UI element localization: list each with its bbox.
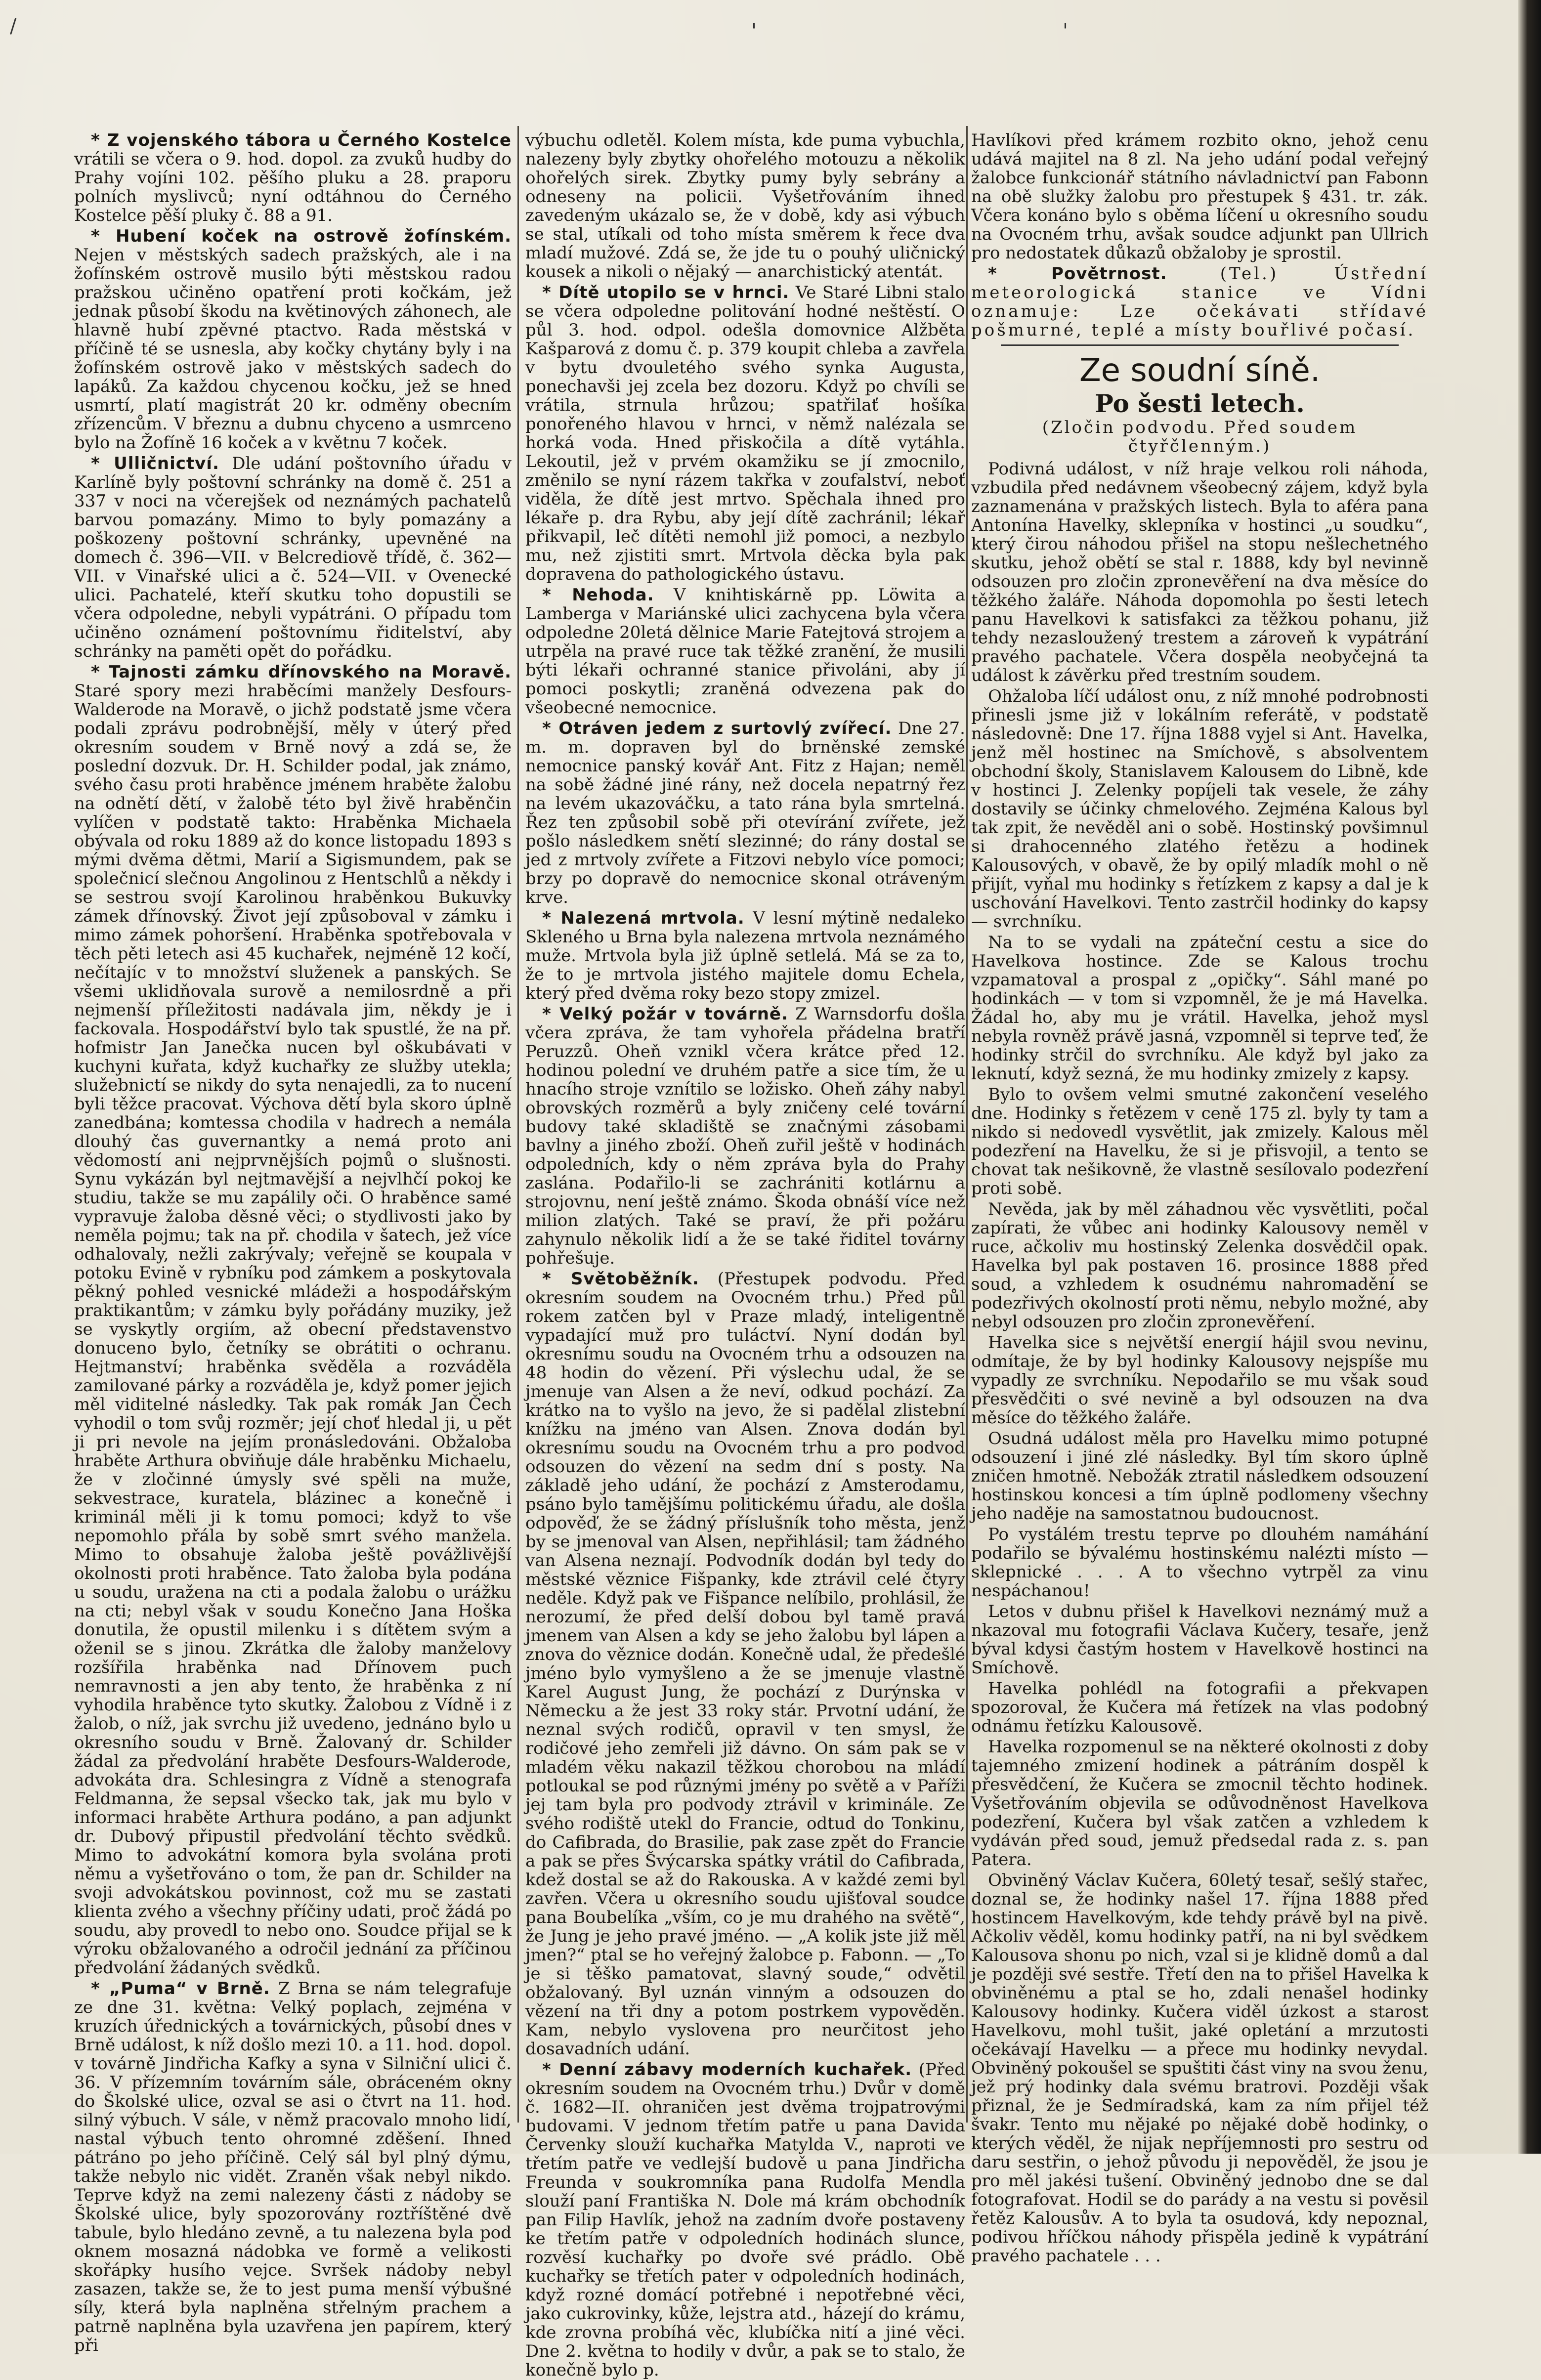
article-heading: * Otráven jedem z surtovlý zvířecí. — [542, 719, 892, 738]
column-3 — [971, 130, 1428, 2266]
court-paragraph: Havelka rozpomenul se na některé okolnosti z doby tajemného zmizení hodinek a pátráním dospěl k přesvědčení, že Kučera se zmocnil těchto hodinek. Vyšetřováním objevila se odůvodněnost Havelkova podezření, Kučera byl však zatčen a vzhledem k vydáván před soud, jemuž předsedal rada z. s. pan Paterа. — [971, 1737, 1428, 1870]
article-text: Staré spory mezi hraběcími manžely Desfours-Walderode na Moravě, o jichž podstatě jsme včera podali zprávu podrobnější, měly v úterý před okresním soudem v Brně nový a zdá se, že poslední dozvuk. Dr. H. Schilder podal, jak známo, svého času proti hraběnce jménem hraběte žalobu na odnětí dětí, v žalobě této byl živě hraběnčin vylíčen v podstatě takto: Hraběnka Michaela obývala od roku 1889 až do konce listopadu 1893 s mými dvěma dětmi, Marií a Sigismundem, pak se společnicí slečnou Angolinou z Hentschlů a někdy i se sestrou svojí Karolinou hraběnkou Bukuvky zámek dřínovský. Život její způsoboval v zámku i mimo zámek pohoršení. Hraběnka spotřebovala v těch pěti letech asi 45 kuchařek, nejméně 12 kočí, nečítajíc v to množství služenek a panských. Se všemi uklidňovala surově a nemilosrdně a při nejmenší příležitosti nadávala jim, někdy je i fackovala. Hospodářství bylo tak spustlé, že na př. hofmistr Jan Janečka nucen byl oškubávati v kuchyni kuřata, když kuchařky ze služby utekla; služebnictí se nikdy do syta nenajedli, za to nucení byli těžce pracovat. Výchova dětí byla skoro úplně zanedbána; komtessa chodila v hadrech a nemála dlouhý čas guvernantky a nemá proto ani vědomostí ani nejprvnějších pojmů o slušnosti. Synu vykázán byl nejtmavější a nejvlhčí pokoj ke studiu, takže se mu zapálily oči. O hraběnce samé vypravuje žaloba děsné věci; o stydlivosti jako by neměla pojmu; tak na př. chodila v šatech, jež více odhalovaly, nežli zakrývaly; veřejně se koupala v potoku Evině v rybníku pod zámkem a poskytovala pěkný pohled vesnické mládeži a hospodářským praktikantům; v zámku byly pořádány muziky, jež se vyskytly orgiím, až obecní představenstvo donuceno bylo, četníky se obrátiti o ochranu. Hejtmanství; hraběnka svěděla a rozváděla zamilované párky a rozváděla je, když pomer jejich měl viditelné následky. Tak pak romák Jan Čech vyhodil o tom svůj rozměr; její choť hledal ji, u pět ji pri nevole na jejím pronásledováni. Obžaloba hraběte Arthura obviňuje dále hraběnku Michaelu, že v zločinné úmysly své spěli na muže, sekvestrace, kuratela, blázinec a konečně i kriminál měli ji k tomu pomoci; když to vše nepomohlo přála by sobě smrt svého manžela. Mimo to obsahuje žaloba ještě povážlivější okolnosti proti hraběnce. Tato žaloba byla podána u soudu, uražena na cti a podala žalobu o urážku na cti; nebyl však v soudu Konečno Jana Hoška donutila, že opustil milenku i s dítětem svým a oženil se s jinou. Zkrátka dle žaloby manželovy rozšířila hraběnka nad Dřínovem puch nemravnosti a jen aby tento, že hraběnka z ní vyhodila hraběnce tyto skutky. Žalobou z Vídně i z žalob, o níž, jak svrchu již uvedeno, jednáno bylo u okresního soudu v Brně. Žalovaný dr. Schilder žádal za předvolání hraběte Desfours-Walderode, advokáta dra. Schlesingra z Vídně a stenografa Feldmanna, že sepsal všecko tak, jak mu bylo v informaci hraběte Arthura podáno, a pan adjunkt dr. Dubový připustil předvolání těchto svědků. Mimo to advokátní komora byla svolána proti němu a vyšetřováno o tom, že pan dr. Schilder na svoji advokátskou povinnost, což mu se zastati klienta zvého a všechny příčiny udati, proč žádá po soudu, aby provedl to nebo ono. Soudce přijal se k výroku obžalovaného a odročil jednání za příčinou předvolání žádaných svědků. — [74, 681, 512, 1978]
article-text: Z Brna se nám telegrafuje ze dne 31. května: Velký poplach, zejména v kruzích úřednických a továrnických, působí dnes v Brně událost, k níž došlo mezi 10. a 11. hod. dopol. v továrně Jindřicha Kafky a syna v Silniční ulici č. 36. V přízemním továrním sále, obráceném okny do Školské ulice, ozval se asi o čtvrt na 11. hod. silný výbuch. V sále, v němž pracovalo mnoho lidí, nastal výbuch tento ohromné zděšení. Ihned pátráno po jeho příčině. Celý sál byl plný dýmu, takže nebylo nic vidět. Zraněn však nebyl nikdo. Teprve když na zemi nalezeny části z nádoby se Školské ulice, byly spozorovány roztříštěné dvě tabule, bylo hledáno zevně, a tu nalezena byla pod oknem mosazná nádobka ve formě a velikosti skořápky husího vejce. Svršek nádoby nebyl zasazen, takže se, že to jest puma menší výbušné síly, která byla naplněna střelným prachem a patrně naplněna byla uzavřena jen papírem, který při — [74, 1979, 512, 2355]
article-globetrotter — [525, 1270, 965, 2058]
column-2 — [525, 130, 966, 2380]
article-heading: * Dítě utopilo se v hrnci. — [542, 283, 790, 302]
column-1 — [74, 130, 512, 2355]
article-drowned-child — [525, 283, 965, 584]
article-accident — [525, 586, 965, 717]
court-paragraph: Letos v dubnu přišel k Havelkovi neznámý muž a nkazoval mu fotografii Václava Kučery, tesaře, jenž býval kdysi častým hostem v Havelkově hostinci na Smíchově. — [971, 1602, 1428, 1678]
article-text: Z Warnsdorfu došla včera zpráva, že tam vyhořela přádelna bratří Peruzzů. Oheň vznikl včera krátce před 12. hodinou polední ve druhém patře a sice tím, že u hnacího stroje vznítilo se ložisko. Oheň záhy nabyl obrovských rozměrů a byly zničeny celé tovární budovy také skladiště se značnými zásobami bavlny a jiného zboží. Oheň zuřil ještě v hodinách odpoledních, kdy o něm zpráva byla do Prahy zaslána. Podařilo-li se zachrániti kotlárnu a strojovnu, není ještě známo. Škoda obnáší více než milion zlatých. Také se praví, že při požáru zahynulo několik lidí a že se také řiditel továrny pohřešuje. — [525, 1004, 965, 1268]
article-text: Dle udání poštovního úřadu v Karlíně byly poštovní schránky na domě č. 251 a 337 v noci na včerejšek od neznámých pachatelů barvou pomazány. Mimo to byly pomazány a poškozeny poštovní schránky, upevněné na domech č. 396—VII. v Belcrediově třídě, č. 362—VII. v Vinařské ulici a č. 524—VII. v Ovenecké ulici. Pachatelé, kteří skutku toho dopustili se včera odpoledne, nebyli vypátráni. O případu tom učiněno oznámení poštovnímu řiditelství, aby schránky na paměti opět do pořádku. — [74, 454, 512, 661]
article-factory-fire — [525, 1005, 965, 1268]
article-heading: * Hubení koček na ostrově žofínském. — [91, 226, 512, 246]
section-divider — [1001, 344, 1399, 346]
article-vandalism — [74, 454, 512, 661]
court-paragraph: Podivná událost, v níž hraje velkou roli náhoda, vzbudila před nedávnem všeobecný zájem, když byla zaznamenána v pražských listech. Byla to aféra pana Antonína Havelky, sklepníka v hostinci „u soudku“, který čirou náhodou přišel na stopu nešlechetného skutku, jehož obětí se stal r. 1888, kdy byl nevinně odsouzen pro zločin zpronevěření na dva měsíce do těžkého žaláře. Náhoda dopomohla po šesti letech panu Havelkovi k satisfakci za těžkou pohanu, již tehdy nezasloužený trestem a zároveň k vypátrání pravého pachatele. Včera dospěla neobyčejná ta událost k závěrku před trestním soudem. — [971, 459, 1428, 685]
article-heading: * Povětrnost. — [988, 264, 1167, 284]
article-continued: výbuchu odletěl. Kolem místa, kde puma vybuchla, nalezeny byly zbytky ohořelého motouzu a několik ohořelých sirek. Zbytky pumy byly sebrány a odneseny na policii. Vyšetřováním ihned zavedeným ukázalo se, že v době, kdy asi výbuch se stal, utíkali od toho místa směrem k řece dva mladí mužové. Zdá se, že jde tu o pouhý uličnický kousek a nikoli o nějaký — anarchistický atentát. — [525, 130, 965, 282]
court-paragraph: Na to se vydali na zpáteční cestu a sice do Havelkova hostince. Zde se Kalous trochu vzpamatoval a prospal z „opičky“. Sáhl mané po hodinkách — v tom si vzpomněl, že je má Havelka. Žádal ho, aby mu je vrátil. Havelka, jehož mysl nebyla rovněž právě jasná, vzpomněl si teprve teď, že hodinky strčil do svrchníku. Ale když byl jako za leknutí, když sezná, že mu hodinky zmizely z kapsy. — [971, 933, 1428, 1084]
article-heading: * Nehoda. — [542, 585, 654, 605]
scan-mark-center: ' — [751, 20, 757, 42]
article-text: V lesní mýtině nedaleko Skleného u Brna byla nalezena mrtvola neznámého muže. Mrtvola byla již úplně setlelá. Má se za to, že to je mrtvola jistého majitele domu Echela, který před dvěma roky bezo stopy zmizel. — [525, 908, 966, 1003]
article-heading: * Ulličnictví. — [91, 454, 219, 473]
article-heading: * Denní zábavy moderních kuchařek. — [542, 2060, 912, 2080]
court-paragraph: Havelka sice s největší energií hájil svou nevinu, odmítaje, že by byl hodinky Kalousovy nejspíše mu vypadly ze svrchníku. Nepodařilo se mu však soud přesvědčiti o své nevině a byl odsouzen na dva měsíce do těžkého žaláře. — [971, 1333, 1428, 1428]
article-text: Dne 27. m. m. dopraven byl do brněnské zemské nemocnice panský kovář Ant. Fitz z Hajan; neměl na sobě žádné jiné rány, než docela nepatrný řez na levém ukazováčku, a tato rána byla smrtelná. Řez ten způsobil sobě při otevírání zvířete, jež pošlo následkem snětí slezinné; do rány dostal se jed z mrtvoly zvířete a Fitzovi nebylo více pomoci; brzy po dopravě do nemocnice skonal otráveným krve. — [525, 719, 965, 907]
court-paragraph: Nevěda, jak by měl záhadnou věc vysvětliti, počal zapírati, že vůbec ani hodinky Kalousovy neměl v ruce, ačkoliv mu hostinský Zelenka dosvědčil opak. Havelka byl pak postaven 16. prosince 1888 před soud, a vzhledem k osudnému nahromadění se podezřivých okolností proti němu, nebylo možné, aby nebyl odsouzen pro zločin zpronevěření. — [971, 1199, 1428, 1332]
article-heading: * Nalezená mrtvola. — [542, 908, 745, 928]
court-paragraph: Havelka pohlédl na fotografii a překvapen spozoroval, že Kučera má řetízek na vlas podobný odnámu řetízku Kalousově. — [971, 1679, 1428, 1736]
article-poisoned — [525, 719, 965, 907]
article-text: vrátili se včera o 9. hod. dopol. za zvuků hudby do Prahy vojíni 102. pěšího pluku a 28. praporu polních myslivců; nyní odtáhnou do Černého Kostelce pěší pluky č. 88 a 91. — [74, 149, 512, 225]
column-rule-2 — [966, 126, 968, 2123]
article-kostelec — [74, 131, 512, 225]
article-drinov — [74, 663, 512, 1977]
section-note: (Zločin podvodu. Před soudem čtyřčlenným.) — [1042, 418, 1358, 456]
article-heading: * Světoběžník. — [542, 1269, 699, 1289]
article-text: Nejen v městských sadech pražských, ale i na žofínském ostrově musilo býti městskou radou pražskou učiněno opatření proti kočkám, jež jednak působí škodu na květinových záhonech, ale hlavně hubí zpěvné ptactvo. Rada městská v příčině té se usnesla, aby kočky chytány byly i na žofínském ostrově jako v městských sadech do lapáků. Za každou chycenou kočku, jež se hned usmrtí, platí magistrát 20 kr. odměny obecním zřízencům. V březnu a dubnu chyceno a usmrceno bylo na Žofíně 16 koček a v květnu 7 koček. — [74, 245, 512, 453]
column-rule-1 — [517, 126, 519, 2123]
scan-mark-right: ' — [1063, 20, 1068, 42]
article-continued: Havlíkovi před krámem rozbito okno, jehož cenu udává majitel na 8 zl. Na jeho udání podal veřejný žalobce funkcionář státního návladnictví pan Fabonn na obě služky žalobu pro přestupek § 431. tr. zák. Včera konáno bylo s oběma líčení u okresního soudu na Ovocném trhu, avšak soudce adjunkt pan Ullrich pro nedostatek důkazů obžaloby je sprostil. — [971, 130, 1428, 263]
court-paragraph: Po vystálém trestu teprve po dlouhém namáhání podařilo se bývalému hostinskému nalézti místo — sklepnické . . . A to všechno vytrpěl za vinu nespáchanou! — [971, 1525, 1428, 1601]
article-heading: * Velký požár v továrně. — [542, 1004, 788, 1024]
article-bomb-brno — [74, 1979, 512, 2355]
court-paragraph: Osudná událost měla pro Havelku mimo potupné odsouzení i jiné zlé následky. Byl tím skoro úplně zničen hmotně. Nebožák ztratil následkem odsouzení hostinskou koncesi a tím úplně podlomeny všechny jeho naděje na samostatnou budoucnost. — [971, 1429, 1428, 1524]
article-text: (Tel.) Ústřední meteorologická stanice ve Vídni oznamuje: Lze očekávati střídavé pošmurné, teplé a místy bouřlivé počasí. — [971, 264, 1428, 340]
article-text: Ve Staré Libni stalo se včera odpoledne politování hodné neštěstí. O půl 3. hod. odpol. odešla domovnice Alžběta Kašparová z domu č. p. 379 koupit chleba a zavřela v bytu dvouletého svého synka Augusta, ponechavši jej zcela bez dozoru. Když po chvíli se vrátila, strnula hrůzou; spatřilať hošíka ponořeného hlavou v hrnci, v němž nalézala se horká voda. Hned přiskočila a dítě vytáhla. Lekoutil, jež v prvém okamžiku se jí zmocnilo, změnilo se nyní rázem takřka v zoufalství, neboť viděla, že dítě jest mrtvo. Spěchala ihned pro lékaře p. dra Rybu, aby její dítě zachránil; lékař přikvapil, leč dítěti nemohl již pomoci, a nezbylo mu, než zjistiti smrt. Mrtvola děcka byla pak dopravena do pathologického ústavu. — [525, 283, 965, 584]
section-title: Ze soudní síně. — [1079, 352, 1321, 389]
court-paragraph: Ohžaloba líčí událost onu, z níž mnohé podrobnosti přinesli jsme již v lokálním referátě, v podstatě následovně: Dne 17. října 1888 vyjel si Ant. Havelka, jenž měl hostinec na Smíchově, s absolventem obchodní školy, Stanislavem Kalousem do Libně, kde v hostinci J. Zelenky popíjeli tak vesele, že záhy dostavily se účinky chmelového. Zejména Kalous byl tak zpit, že nevěděl ani o sobě. Hostinský povšimnul si drahocenného zlatého řetězu a hodinek Kalousových, v obavě, že by opilý mladík mohl o ně přijít, vyňal mu hodinky s řetízkem z kapsy a dal je k uschování Havelkovi. Tento zastrčil hodinky do kapsy — svrchníku. — [971, 686, 1428, 932]
article-text: V knihtiskárně pp. Löwita a Lamberga v Mariánské ulici zachycena byla včera odpoledne 20letá dělnice Marie Fatejtová strojem a utrpěla na pravé ruce tak těžké zranění, že musili býti lékaři ochranné stanice přivoláni, aby jí pomoci poskytli; zraněná odvezena pak do všeobecné nemocnice. — [525, 585, 965, 718]
article-heading: * Tajnosti zámku dřínovského na Moravě. — [91, 662, 512, 682]
article-heading: * Z vojenského tábora u Černého Kostelce — [91, 130, 512, 150]
article-weather — [971, 264, 1428, 340]
scan-mark-left: / — [10, 15, 17, 38]
article-text: (Před okresním soudem na Ovocném trhu.) Dvůr v domě č. 1682—II. ohraničen jest dvěma trojpatrovými budovami. V jednom třetím patře u pana Davida Červenky slouží kuchařka Matylda V., naproti ve třetím patře ve vedlejší budově u pana Jindřicha Freunda v soukromníka pana Rudolfa Mendla slouží paní Františka N. Dole má krám obchodník pan Filip Havlík, jehož na zadním dvoře postaveny ke třetím patře v odpoledních hodinách slunce, rozvěsí kuchařky po dvoře své prádlo. Obě kuchařky se třetích pater v odpoledních hodinách, když rozné domácí potřebné i nepotřebné věci, jako cukrovinky, kůže, lejstra atd., házejí do krámu, kde zrovna probíhá věc, klubíčka nití a jiné věci. Dne 2. května to hodily v dvůr, a pak se to stalo, že konečně bylo p. — [525, 2060, 965, 2380]
article-heading: * „Puma“ v Brně. — [91, 1979, 270, 1998]
court-paragraph: Bylo to ovšem velmi smutné zakončení veselého dne. Hodinky s řetězem v ceně 175 zl. byly ty tam a nikdo si nedovedl vysvětlit, jak zmizely. Kalous měl podezření na Havelku, že si je přisvojil, a tento se chovat tak nešikovně, že vlastně sesílovalo podezření proti sobě. — [971, 1085, 1428, 1198]
article-cooks — [525, 2060, 965, 2380]
court-paragraph: Obviněný Václav Kučera, 60letý tesař, sešlý stařec, doznal se, že hodinky našel 17. října 1888 před hostincem Havelkovým, kde tehdy právě byl na pivě. Ačkoliv věděl, komu hodinky patří, na ni byl svědkem Kalousova shonu po nich, vzal si je klidně domů a dal je později své sestře. Třetí den na to přišel Havelka k obviněnému a ptal se ho, zdali nenašel hodinky Kalousovy hodinky. Kučera viděl úzkost a starost Havelkovu, mohl tušit, jaké opletání a mrzutosti očekávají Havelku — a přece mu hodinky nevydal. Obviněný pokoušel se spuštiti část viny na svou ženu, jež prý hodinky dala svému bratrovi. Později však přiznal, že je Sedmíradská, kam za ním přijel též švakr. Tento mu nějaké po nějaké době hodinky, o kterých věděl, že nijak nepříjemnosti pro sestru od daru sestřin, o jehož původu ji nepověděl, že jsou je pro měl jakési tušení. Obviněný jednobo dne se dal fotografovat. Hodil se do parády a na vestu si pověsil řetěz Kalousův. A to byla ta osudová, kdy nepoznal, podivou hříčkou náhody přispěla jedině k vypátrání pravého pachatele . . . — [971, 1870, 1428, 2266]
article-text: (Přestupek podvodu. Před okresním soudem na Ovocném trhu.) Před půl rokem zatčen byl v Praze mladý, inteligentně vypadající muž pro tuláctví. Nyní dodán byl okresnímu soudu na Ovocném trhu a odsouzen na 48 hodin do vězení. Při výslechu udal, že se jmenuje van Alsen a že neví, odkud pochází. Za krátko na to vyšlo na jevo, že si padělal zlistební knížku na jméno van Alsen. Znova dodán byl okresnímu soudu na Ovocném trhu a pro podvod odsouzen do vězení na sedm dní s posty. Na základě jeho udání, že pochází z Amsterodamu, psáno bylo tamějšímu politickému úřadu, ale došla odpověď, že se žádný příslušník toho města, jenž by se jmenoval van Alsen, nepřihlásil; tam žádného van Alsena neznají. Podvodník dodán byl tedy do městské věznice Fišpanky, kde ztrávil celé čtyry neděle. Když pak ve Fišpance nelíbilo, prohlásil, že nerozumí, že před delší dobou byl tamě pravá jmenem van Alsen a kdy se jeho žalobu byl lápen a znova do věznice dodán. Konečně udal, že předešlé jméno bylo vymyšleno a že se jmenuje vlastně Karel August Jung, že pochází z Durýnska v Německu a že jest 33 roky stár. Prvotní udání, že neznal svých rodičů, opravil v ten smysl, že rodičové jeho zemřeli již dávno. On sám pak se v mladém věku nakazil těžkou chorobou na mládí potloukal se pod různými jmény po světě a v Paříži jej tam byla pro podvody ztrávil v kriminále. Ze svého rodiště utekl do Francie, odtud do Tonkinu, do Cafibrada, do Brasilie, pak zase zpět do Francie a pak se přes Švýcarska spátky vrátil do Cafibrada, kdež dostal se až do Rakouska. A v každé zemi byl zavřen. Včera u okresního soudu ujišťoval soudce pana Boubelíka „vším, co je mu drahého na světě“, že Jung je jeho pravé jméno. — „A kolik jste již měl jmen?“ ptal se ho veřejný žalobce p. Fabonn. — „To je si těško pamatovat, slavný soude,“ odvětil obžalovaný. Byl uznán vinným a odsouzen do vězení na tři dny a potom postrkem vypověděn. Kam, nebylo vyslovena pro neurčitost jeho dosavadních udání. — [525, 1269, 965, 2059]
scan-edge — [1518, 0, 1541, 2154]
article-zofin-cats — [74, 227, 512, 452]
article-corpse — [525, 909, 965, 1003]
section-subtitle: Po šesti letech. — [1095, 389, 1305, 418]
